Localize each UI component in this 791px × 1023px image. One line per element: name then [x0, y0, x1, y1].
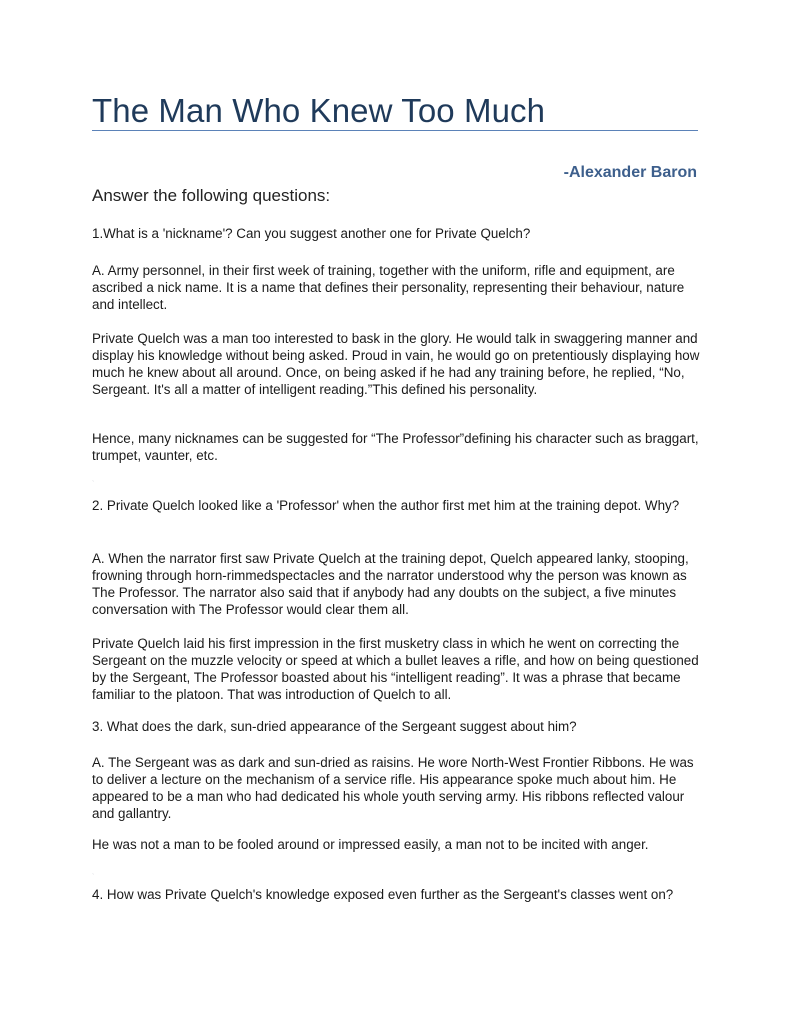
answer-2-paragraph-1: A. When the narrator first saw Private Quelch at the training depot, Quelch appeared lanky, stooping, frowning through horn-rimmedspectacles and the narrator understood why the person was known as The Professor. The narrator also said that if anybody had any doubts on the subject, a five minutes conversation with The Professor would clear them all. — [92, 551, 689, 617]
stray-mark: ` — [92, 481, 95, 488]
stray-mark: ` — [92, 874, 95, 881]
question-2: 2. Private Quelch looked like a 'Professor' when the author first met him at the training depot. Why? — [92, 498, 680, 513]
question-1: 1.What is a 'nickname'? Can you suggest another one for Private Quelch? — [92, 226, 531, 241]
document-title: The Man Who Knew Too Much — [92, 92, 546, 129]
answer-2-paragraph-2: Private Quelch laid his first impression in the first musketry class in which he went on correcting the Sergeant on the muzzle velocity or speed at which a bullet leaves a rifle, and how on being questioned by the Sergeant, The Professor boasted about his “intelligent reading”. It was a phrase that became familiar to the platoon. That was introduction of Quelch to all. — [92, 636, 699, 702]
question-3: 3. What does the dark, sun-dried appearance of the Sergeant suggest about him? — [92, 719, 577, 734]
answer-1-paragraph-1: A. Army personnel, in their first week of training, together with the uniform, rifle and equipment, are ascribed a nick name. It is a name that defines their personality, representing their behaviour, nature and intellect. — [92, 263, 685, 312]
author-byline: -Alexander Baron — [563, 164, 697, 181]
answer-1-paragraph-3: Hence, many nicknames can be suggested for “The Professor”defining his character such as braggart, trumpet, vaunter, etc. — [92, 431, 699, 463]
question-4: 4. How was Private Quelch's knowledge exposed even further as the Sergeant's classes went on? — [92, 887, 674, 902]
title-underline — [92, 130, 698, 131]
answer-3-paragraph-1: A. The Sergeant was as dark and sun-dried as raisins. He wore North-West Frontier Ribbons. He was to deliver a lecture on the mechanism of a service rifle. His appearance spoke much about him. He appeared to be a man who had dedicated his whole youth serving army. His ribbons reflected valour and gallantry. — [92, 755, 694, 821]
instructions-heading: Answer the following questions: — [92, 186, 331, 205]
answer-1-paragraph-2: Private Quelch was a man too interested to bask in the glory. He would talk in swaggering manner and display his knowledge without being asked. Proud in vain, he would go on pretentiously displaying how much he knew about all around. Once, on being asked if he had any training before, he replied, “No, Sergeant. It's all a matter of intelligent reading.”This defined his personality. — [92, 331, 700, 397]
answer-3-paragraph-2: He was not a man to be fooled around or impressed easily, a man not to be incited with anger. — [92, 837, 649, 852]
